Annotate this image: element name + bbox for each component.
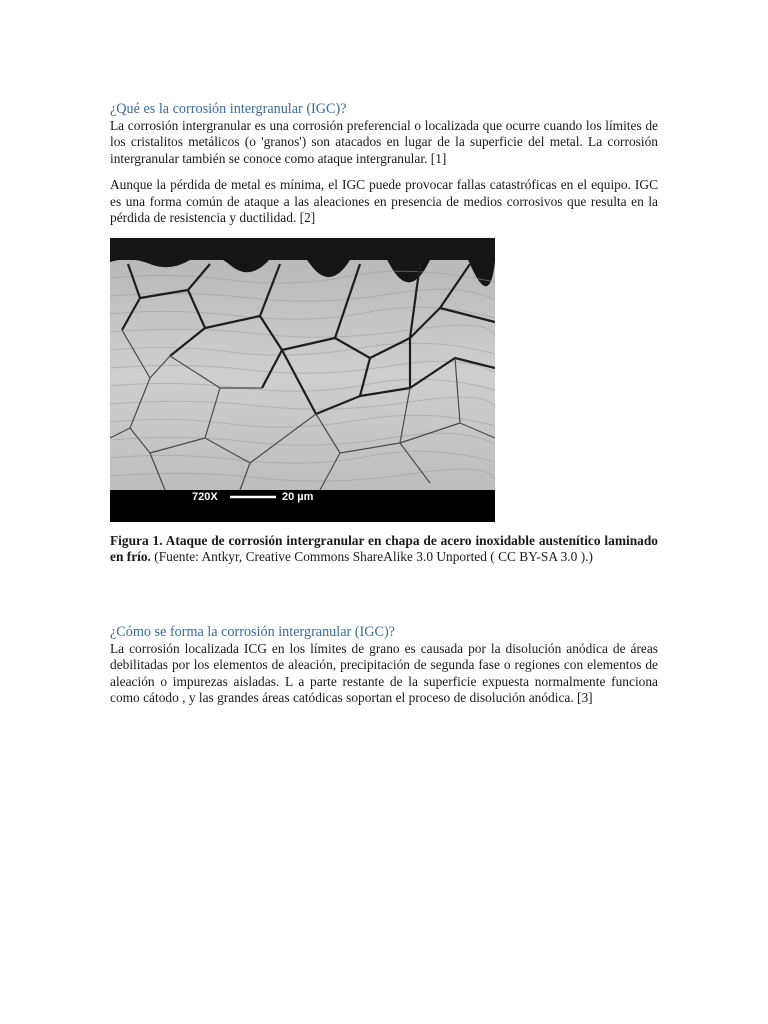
micrograph-figure bbox=[110, 238, 495, 522]
scale-bar-label: 20 µm bbox=[282, 491, 314, 503]
figure-caption-title: Figura 1. Ataque de corrosión intergranular en chapa de acero inoxidable austenítico laminado en frío. bbox=[110, 533, 658, 565]
figure-caption bbox=[110, 533, 658, 566]
section-1-paragraph-2: Aunque la pérdida de metal es mínima, el IGC puede provocar fallas catastróficas en el equipo. IGC es una forma común de ataque a las aleaciones en presencia de medios corrosivos que resulta en la pérdida de resistencia y ductilidad. [2] bbox=[110, 177, 658, 226]
section-1-heading: ¿Qué es la corrosión intergranular (IGC)? bbox=[110, 101, 347, 117]
section-2-paragraph-1: La corrosión localizada ICG en los límites de grano es causada por la disolución anódica de áreas debilitadas por los elementos de aleación, precipitación de segunda fase o regiones con elementos de aleación o impurezas aisladas. L a parte restante de la superficie expuesta normalmente funciona como cátodo , y las grandes áreas catódicas soportan el proceso de disolución anódica. [3] bbox=[110, 641, 658, 706]
section-2 bbox=[110, 624, 658, 707]
section-1-paragraph-1: La corrosión intergranular es una corrosión preferencial o localizada que ocurre cuando los límites de los cristalitos metálicos (o 'granos') son atacados en lugar de la superficie del metal. La corrosión intergranular también se conoce como ataque intergranular. [1] bbox=[110, 118, 658, 166]
section-1 bbox=[110, 101, 658, 226]
magnification-label: 720X bbox=[192, 491, 218, 503]
figure-caption-source: (Fuente: Antkyr, Creative Commons ShareAlike 3.0 Unported ( CC BY-SA 3.0 ).) bbox=[150, 549, 593, 565]
section-2-heading: ¿Cómo se forma la corrosión intergranular (IGC)? bbox=[110, 624, 395, 640]
micrograph-image bbox=[110, 238, 495, 522]
